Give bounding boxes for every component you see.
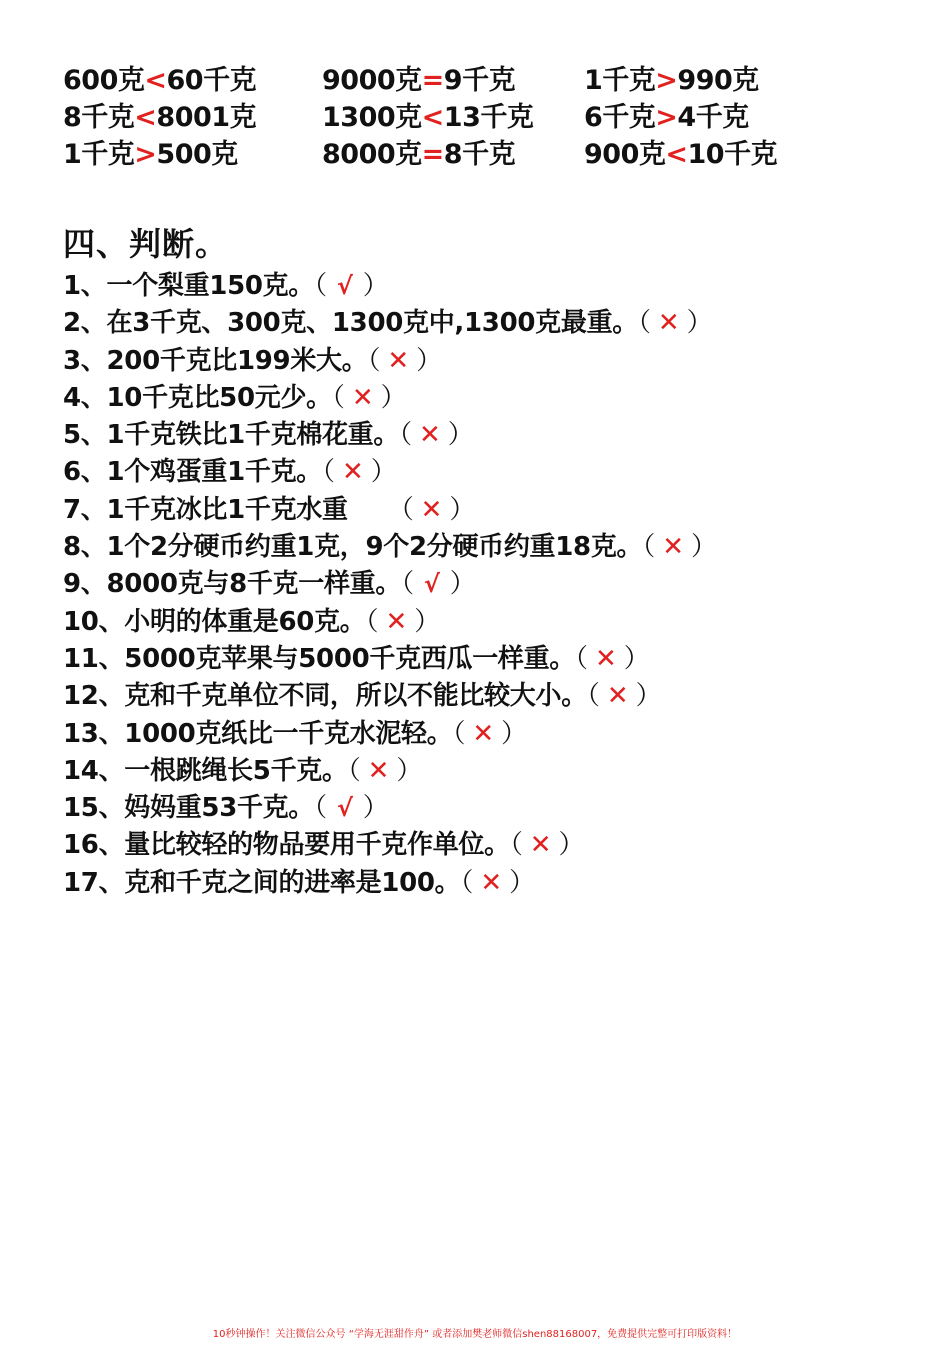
judgment-number: 1、 <box>63 271 107 301</box>
judgment-number: 14、 <box>63 755 125 786</box>
judgment-number: 15、 <box>63 793 125 824</box>
cross-mark-icon: ✕ <box>367 755 390 786</box>
judgment-text: 克和千克之间的进率是100。 <box>124 867 461 898</box>
judgment-number: 3、 <box>63 345 107 376</box>
paren-open: （ <box>314 793 327 824</box>
comparison-operator: < <box>144 65 167 96</box>
paren-open: （ <box>321 457 335 488</box>
cross-mark-icon: ✕ <box>419 420 441 451</box>
paren-close: ） <box>370 457 397 488</box>
cross-mark-icon: ✕ <box>351 382 374 413</box>
judgment-number: 13、 <box>63 718 125 749</box>
paren-open: （ <box>331 382 345 413</box>
comparison-operator: = <box>421 65 444 96</box>
paren-close: ） <box>509 867 535 898</box>
judgment-item <box>63 492 923 529</box>
judgment-item <box>63 305 923 342</box>
paren-close: ） <box>362 793 389 824</box>
comparison-item: 9000克=9千克 <box>322 65 516 96</box>
cross-mark-icon: ✕ <box>529 830 552 861</box>
paren-open: （ <box>637 308 651 339</box>
comparison-operator: > <box>655 65 678 96</box>
comparison-operator: = <box>421 139 444 170</box>
paren-close: ） <box>449 494 476 525</box>
paren-close: ） <box>414 606 440 637</box>
comparison-operator: > <box>134 139 157 170</box>
paren-open: （ <box>367 345 381 376</box>
judgment-text: 1千克铁比1千克棉花重。 <box>106 420 400 451</box>
judgment-list <box>63 268 923 902</box>
judgment-text: 1个鸡蛋重1千克。 <box>106 457 322 488</box>
judgment-text: 小明的体重是60克。 <box>124 606 366 637</box>
paren-open: （ <box>365 606 379 637</box>
comparison-item: 8000克=8千克 <box>322 139 516 170</box>
paren-open: （ <box>452 718 466 749</box>
judgment-number: 5、 <box>63 420 107 451</box>
paren-open: （ <box>314 271 327 301</box>
cross-mark-icon: ✕ <box>606 681 629 712</box>
judgment-item <box>63 380 923 417</box>
comparison-item: 8千克<8001克 <box>63 102 257 133</box>
judgment-number: 16、 <box>63 830 125 861</box>
cross-mark-icon: ✕ <box>594 643 617 674</box>
paren-close: ） <box>690 532 717 563</box>
comparison-row <box>63 136 863 173</box>
paren-open: （ <box>509 830 523 861</box>
judgment-text: 8000克与8千克一样重。 <box>106 569 402 600</box>
paren-close: ） <box>447 420 474 451</box>
judgment-item <box>63 604 923 641</box>
paren-open: （ <box>575 643 588 674</box>
judgment-text: 克和千克单位不同，所以不能比较大小。 <box>124 681 587 712</box>
paren-close: ） <box>635 681 662 712</box>
judgment-number: 6、 <box>63 457 107 488</box>
judgment-text: 量比较轻的物品要用千克作单位。 <box>124 830 510 861</box>
paren-close: ） <box>396 755 423 786</box>
judgment-item <box>63 343 923 380</box>
check-mark-icon: √ <box>336 272 353 300</box>
judgment-number: 12、 <box>63 681 125 712</box>
paren-open: （ <box>399 420 412 451</box>
judgment-item <box>63 753 923 790</box>
judgment-item <box>63 827 923 864</box>
judgment-item <box>63 641 923 678</box>
comparison-item: 6千克>4千克 <box>584 102 749 133</box>
judgment-text: 5000克苹果与5000千克西瓜一样重。 <box>124 643 576 674</box>
footer-note: 10秒钟操作！关注微信公众号 “学海无涯甜作舟” 或者添加樊老师微信shen88168007，免费提供完整可打印版资料！ <box>212 1329 738 1340</box>
comparison-item: 1千克>500克 <box>63 139 238 170</box>
judgment-item <box>63 678 923 715</box>
cross-mark-icon: ✕ <box>472 718 494 749</box>
cross-mark-icon: ✕ <box>341 457 364 488</box>
paren-open: （ <box>347 755 361 786</box>
paren-close: ） <box>380 382 407 413</box>
comparison-operator: < <box>665 139 688 170</box>
judgment-item <box>63 417 923 454</box>
judgment-item <box>63 268 923 305</box>
judgment-text: 200千克比199米大。 <box>106 345 368 376</box>
paren-close: ） <box>362 271 389 301</box>
comparison-row <box>63 99 863 136</box>
check-mark-icon: √ <box>336 794 353 823</box>
cross-mark-icon: ✕ <box>420 494 443 525</box>
comparison-operator: < <box>421 102 444 133</box>
judgment-text: 1千克冰比1千克水重 <box>106 494 348 525</box>
comparison-grid <box>63 62 863 173</box>
judgment-item <box>63 454 923 491</box>
comparison-operator: < <box>134 102 157 133</box>
judgment-item <box>63 529 923 566</box>
paren-open: （ <box>642 532 655 563</box>
judgment-text: 10千克比50元少。 <box>106 382 332 413</box>
comparison-item: 1300克<13千克 <box>322 102 534 133</box>
cross-mark-icon: ✕ <box>480 867 502 898</box>
cross-mark-icon: ✕ <box>385 606 407 637</box>
judgment-item <box>63 790 923 827</box>
cross-mark-icon: ✕ <box>657 308 680 339</box>
judgment-number: 7、 <box>63 494 107 525</box>
paren-close: ） <box>501 718 527 749</box>
comparison-item: 600克<60千克 <box>63 65 257 96</box>
paren-close: ） <box>416 345 442 376</box>
judgment-text: 妈妈重53千克。 <box>124 793 315 824</box>
comparison-item: 1千克>990克 <box>584 65 759 96</box>
judgment-item <box>63 716 923 753</box>
judgment-text: 一根跳绳长5千克。 <box>124 755 348 786</box>
judgment-number: 11、 <box>63 643 125 674</box>
cross-mark-icon: ✕ <box>662 532 684 563</box>
paren-close: ） <box>686 308 713 339</box>
comparison-row <box>63 62 863 99</box>
paren-close: ） <box>623 643 650 674</box>
paren-close: ） <box>558 830 585 861</box>
check-mark-icon: √ <box>423 570 440 599</box>
judgment-number: 9、 <box>63 569 107 600</box>
paren-open: （ <box>401 569 414 600</box>
judgment-item <box>63 865 923 902</box>
judgment-number: 17、 <box>63 867 125 898</box>
judgment-number: 8、 <box>63 532 107 563</box>
judgment-text: 1000克纸比一千克水泥轻。 <box>124 718 453 749</box>
paren-open: （ <box>460 867 474 898</box>
judgment-number: 4、 <box>63 382 107 413</box>
judgment-number: 2、 <box>63 308 107 339</box>
judgment-text: 1个2分硬币约重1克，9个2分硬币约重18克。 <box>106 532 643 563</box>
judgment-number: 10、 <box>63 606 125 637</box>
paren-open: （ <box>586 681 600 712</box>
judgment-text: 在3千克、300克、1300克中,1300克最重。 <box>106 308 638 339</box>
judgment-text: 一个梨重150克。 <box>106 271 315 301</box>
cross-mark-icon: ✕ <box>387 345 409 376</box>
comparison-operator: > <box>655 102 678 133</box>
section-title: 四、判断。 <box>63 225 229 263</box>
comparison-item: 900克<10千克 <box>584 139 778 170</box>
paren-close: ） <box>449 569 476 600</box>
judgment-item <box>63 566 923 603</box>
paren-open: （ <box>387 494 414 525</box>
